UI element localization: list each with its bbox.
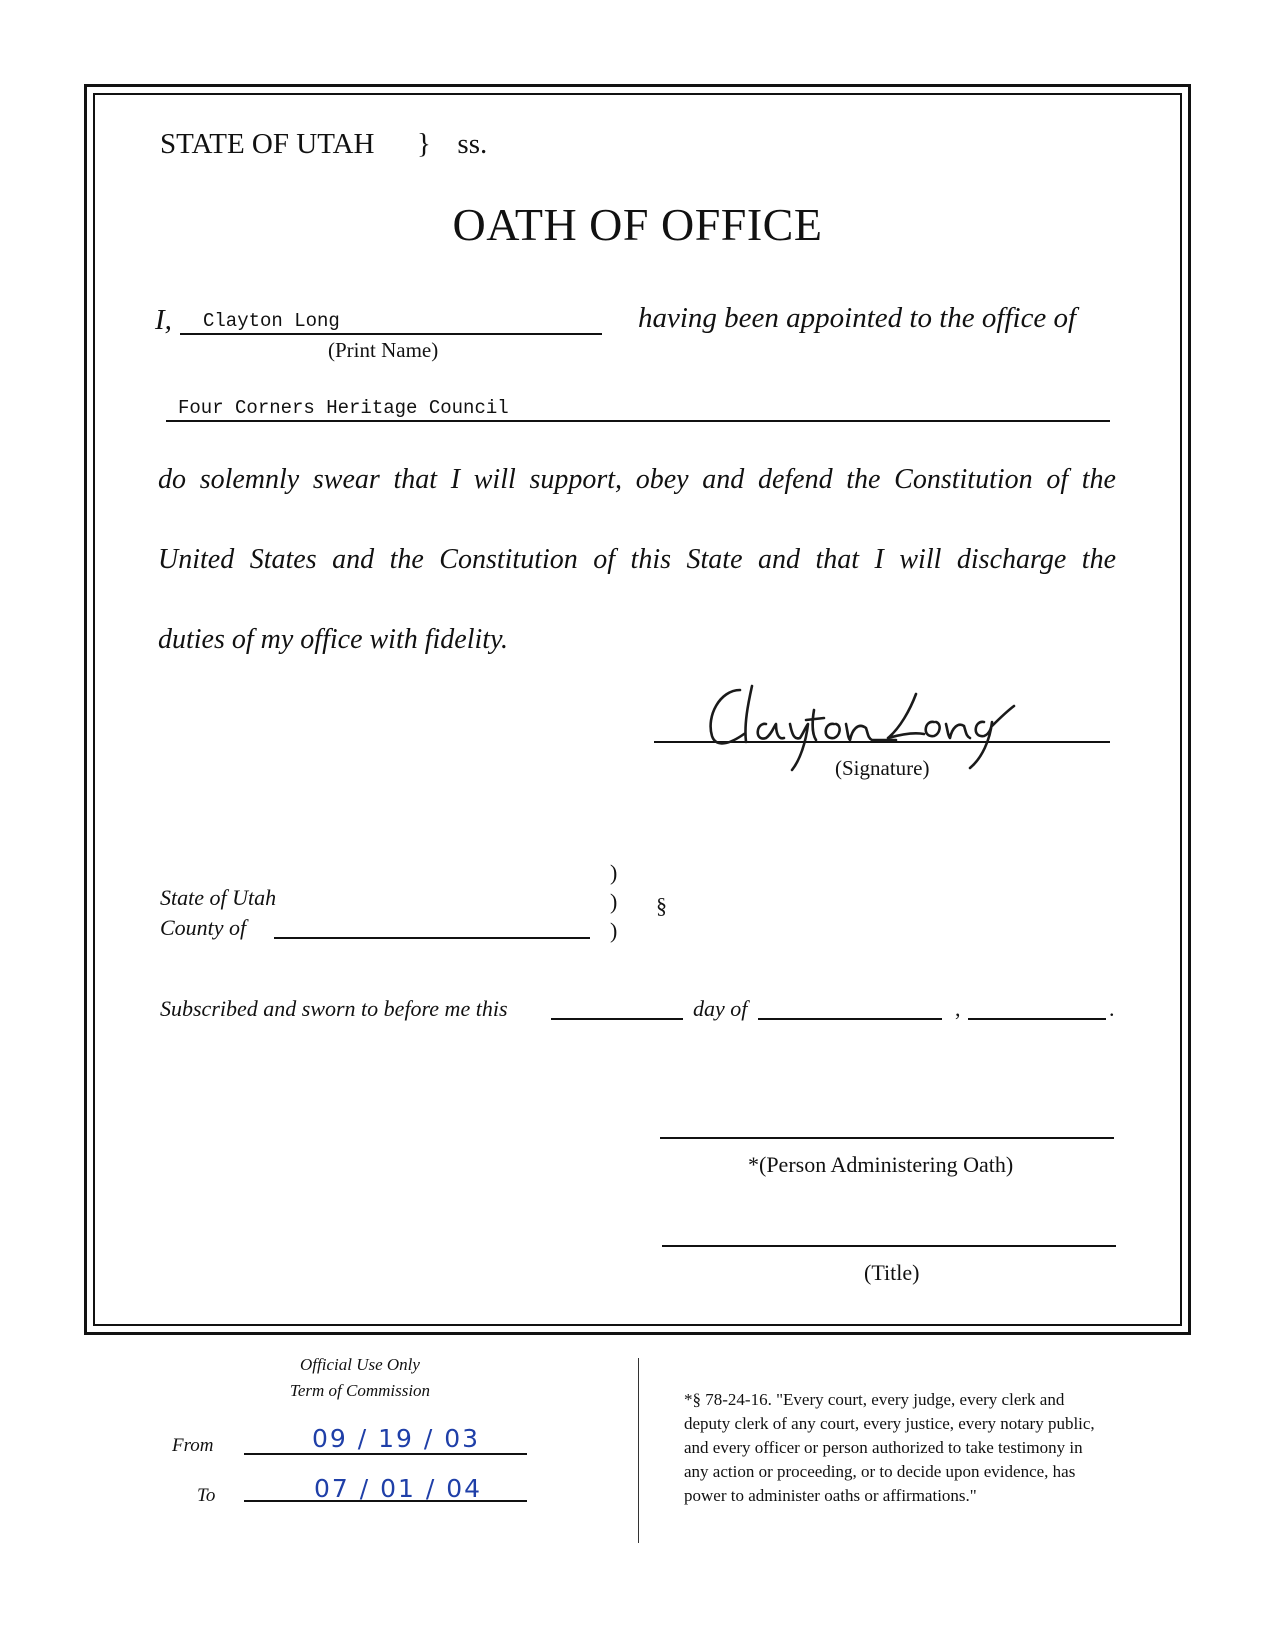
statute-line-5: power to administer oaths or affirmations." [684, 1486, 977, 1505]
to-date-field[interactable]: 07 / 01 / 04 [314, 1474, 483, 1503]
date-period: . [1109, 996, 1115, 1021]
office-line [166, 420, 1110, 422]
month-field[interactable] [758, 1018, 942, 1020]
title-caption: (Title) [864, 1260, 920, 1285]
official-use-label: Official Use Only [300, 1355, 420, 1374]
day-of-text: day of [693, 996, 748, 1021]
venue-paren-1: ) [610, 860, 618, 885]
state-header-brace: } [416, 128, 431, 160]
date-comma: , [955, 996, 961, 1021]
venue-paren-3: ) [610, 918, 618, 943]
from-label: From [172, 1435, 214, 1456]
term-of-commission-label: Term of Commission [289, 1381, 431, 1400]
state-header-ss: ss. [457, 128, 488, 160]
year-field[interactable] [968, 1018, 1106, 1020]
venue-state-label: State of Utah [160, 885, 277, 910]
county-field[interactable] [274, 937, 590, 939]
form-title: OATH OF OFFICE [452, 199, 823, 250]
official-use-heading [280, 1352, 440, 1404]
oath-text-line-2: United States and the Constitution of this State and that I will discharge the [158, 544, 1116, 575]
administering-title-field[interactable] [662, 1245, 1116, 1247]
oath-text-line-3: duties of my office with fidelity. [158, 624, 508, 655]
to-label: To [197, 1485, 216, 1506]
administering-caption: *(Person Administering Oath) [748, 1152, 1014, 1177]
print-name-field[interactable]: Clayton Long [203, 310, 340, 332]
footer-divider [638, 1358, 639, 1543]
print-name-line [180, 333, 602, 335]
from-date-field[interactable]: 09 / 19 / 03 [312, 1424, 481, 1453]
oath-text-line-1: do solemnly swear that I will support, obey and defend the Constitution of the [158, 464, 1116, 495]
statute-line-1: *§ 78-24-16. "Every court, every judge, every clerk and [684, 1390, 1065, 1409]
print-name-caption: (Print Name) [328, 338, 439, 362]
signature-caption: (Signature) [835, 756, 930, 780]
section-mark: § [656, 893, 667, 918]
statute-note [684, 1388, 1174, 1508]
office-field[interactable]: Four Corners Heritage Council [178, 397, 509, 419]
oath-prefix: I, [155, 304, 172, 336]
appointed-text: having been appointed to the office of [638, 302, 1077, 334]
subscribed-text: Subscribed and sworn to before me this [160, 996, 508, 1021]
venue-paren-2: ) [610, 889, 618, 914]
venue-county-label: County of [160, 915, 247, 940]
state-header [160, 128, 487, 161]
administering-signature-field[interactable] [660, 1137, 1114, 1139]
statute-line-3: and every officer or person authorized to take testimony in [684, 1438, 1083, 1457]
statute-line-4: any action or proceeding, or to decide upon evidence, has [684, 1462, 1076, 1481]
day-field[interactable] [551, 1018, 683, 1020]
from-line [244, 1453, 527, 1455]
state-header-label: STATE OF UTAH [160, 128, 375, 160]
statute-line-2: deputy clerk of any court, every justice, every notary public, [684, 1414, 1095, 1433]
